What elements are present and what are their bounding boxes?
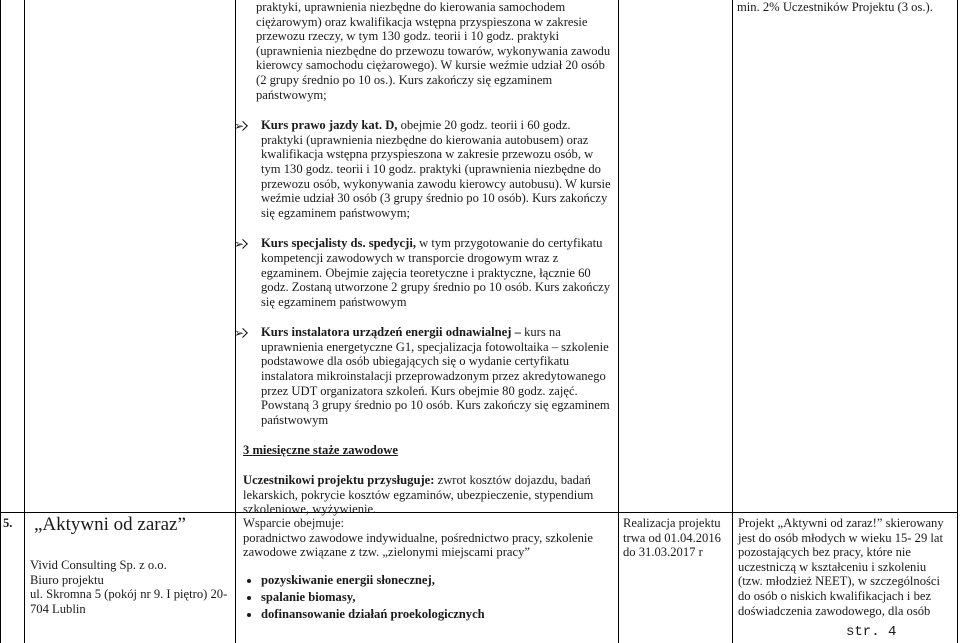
table-border-left [0,0,1,643]
column-divider-4 [732,0,733,643]
course-d-text: obejmie 20 godz. teorii i 60 godz. praktyki (uprawnienia niezbędne do kierowania autobusem) oraz kwalifikacja wstępna przyspieszona w zakresie przewozu osób, w tym 130 godz. teorii i 10 godz. praktyki (uprawnienia niezbędne do przewozu osób, wykonywania zawodu kierowcy autobusu). W kursie weźmie udział 30 osób (3 grupy średnio po 10 osób). Kurs zakończy się egzaminem państwowym; [261,118,611,220]
target-group-cell [738,516,952,618]
course-spedycja-item [235,236,612,309]
support-list [243,572,613,623]
target-group-text: Projekt „Aktywni od zaraz!” skierowany jest do osób młodych w wieku 15- 29 lat pozostających bez pracy, które nie uczestniczą w kształceniu i szkoleniu (tzw. młodzież NEET), w szczególności do osób o niskich kwalifikacjach i bez doświadczenia zawodowego, dla osób [738,516,944,618]
support-item: • spalanie biomasy, [261,589,613,606]
benefits-title: Uczestnikowi projektu przysługuje: [243,473,435,488]
course-d-title: Kurs prawo jazdy kat. D, [261,118,398,133]
support-intro: Wsparcie obejmuje: [243,516,345,530]
project-name: „Aktywni od zaraz” [34,514,186,535]
course-installer-title: Kurs instalatora urządzeń energii odnawialnej – [261,325,521,340]
support-item: • pozyskiwanie energii słonecznej, [261,572,613,589]
course-installer-item [235,325,612,427]
target-group-cell-top [737,0,957,15]
project-period: Realizacja projektu trwa od 01.04.2016 do 31.03.2017 r [623,516,721,560]
support-cell [243,516,613,623]
arrow-bullet-icon: ➢ [234,119,245,134]
row-number [3,516,12,531]
support-text: poradnictwo zawodowe indywidualne, pośrednictwo pracy, szkolenie zawodowe związane z tzw. „zielonymi miejscami pracy” [243,530,593,560]
row-number-label: 5. [3,516,13,530]
truck-course-continuation: praktyki, uprawnienia niezbędne do kierowania samochodem ciężarowym) oraz kwalifikacja wstępna przyspieszona w zakresie przewozu rzeczy, w tym 130 godz. teorii i 10 godz. praktyki (uprawnienia niezbędne do przewozu towarów, wykonywania zawodu kierowcy samochodu ciężarowego). W kursie weźmie udział 20 osób (2 grupy średnio po 10 os.). Kurs zakończy się egzaminem państwowym; [256,0,611,102]
office-label: Biuro projektu [30,572,104,587]
internship-heading: 3 miesięczne staże zawodowe [243,443,398,458]
table-border-right [957,0,958,643]
benefits-text: zwrot kosztów dojazdu, badań lekarskich, pokrycie kosztów egzaminów, ubezpieczenie, stypendium szkoleniowe, wyżywienie. [243,473,594,517]
support-item: • dofinansowanie działań proekologicznych [261,606,613,623]
column-divider-1 [24,0,25,643]
period-cell [623,516,729,560]
arrow-bullet-icon: ➢ [234,326,245,341]
column-divider-3 [618,0,619,643]
course-installer-text: kurs na uprawnienia energetyczne G1, specjalizacja fotowoltaika – szkolenie podstawowe dla osób ubiegających się o wydanie certyfikatu instalatora mikroinstalacji przeprowadzonym przez akredytowanego przez UDT organizatora szkoleń. Kurs obejmie 80 godz. zajęć. Powstaną 3 grupy średnio po 10 osób. Kurs zakończy się egzaminem państwowym [261,325,610,427]
column-divider-2 [235,0,236,643]
project-info-cell [30,514,233,616]
office-address: ul. Skromna 5 (pokój nr 9. I piętro) 20-704 Lublin [30,587,228,616]
course-spedycja-title: Kurs specjalisty ds. spedycji, [261,236,416,251]
training-description-cell [234,0,612,517]
target-percentage-text: min. 2% Uczestników Projektu (3 os.). [737,0,933,14]
benefits-paragraph [243,473,612,517]
organization-name: Vivid Consulting Sp. z o.o. [30,558,167,572]
course-d-item [235,118,612,220]
arrow-bullet-icon: ➢ [234,237,245,252]
course-spedycja-text: w tym przygotowanie do certyfikatu kompetencji zawodowych w transporcie drogowym wraz z egzaminem. Obejmie zajęcia teoretyczne i praktyczne, łącznie 60 godz. Zostaną utworzone 2 grupy średnio po 10 osób. Kurs zakończy się egzaminem państwowym [261,236,611,309]
page-number: str. 4 [846,624,897,640]
